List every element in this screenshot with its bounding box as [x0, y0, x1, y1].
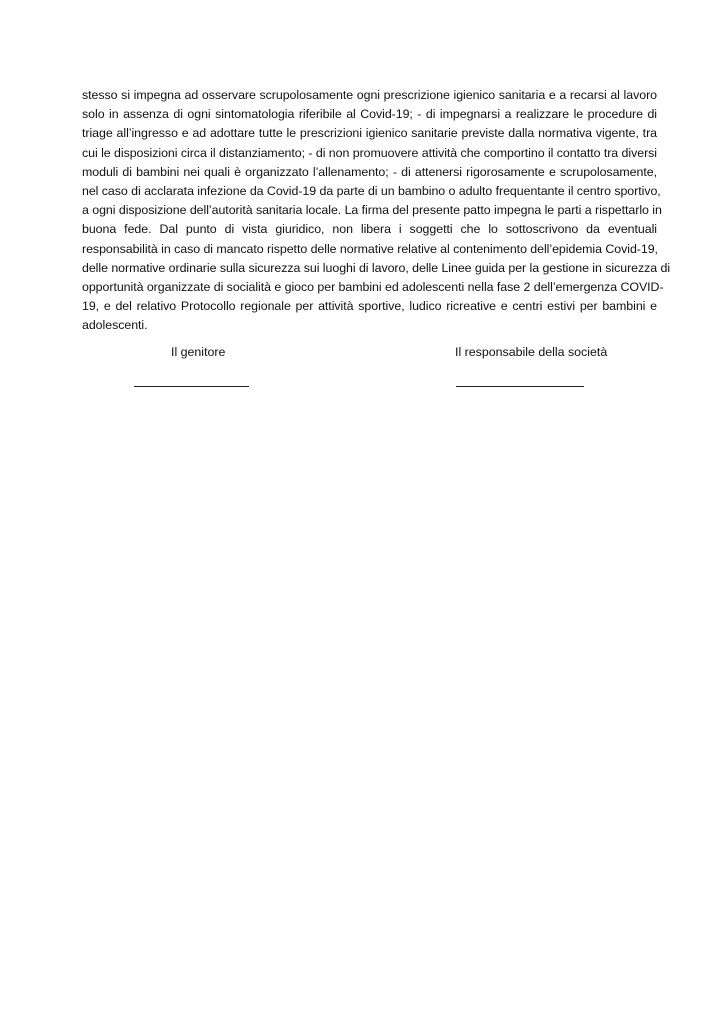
paragraph-line: opportunità organizzate di socialità e gioco per bambini ed adolescenti nella fase 2 dell’emergenza COVID-	[82, 280, 664, 295]
paragraph-line: solo in assenza di ogni sintomatologia riferibile al Covid-19; - di impegnarsi a realizzare le procedure di	[82, 107, 657, 122]
paragraph-line: moduli di bambini nei quali è organizzato l’allenamento; - di attenersi rigorosamente e scrupolosamente,	[82, 164, 657, 179]
parent-signature-line	[134, 386, 249, 387]
paragraph-line: nel caso di acclarata infezione da Covid-19 da parte di un bambino o adulto frequentante il centro sportivo,	[82, 184, 661, 199]
paragraph-line: triage all’ingresso e ad adottare tutte le prescrizioni igienico sanitarie previste dalla normativa vigente, tra	[82, 126, 657, 141]
parent-signature-label: Il genitore	[171, 345, 226, 359]
agreement-paragraph	[82, 86, 671, 336]
paragraph-line: cui le disposizioni circa il distanziamento; - di non promuovere attività che comportino il contatto tra diversi	[82, 145, 657, 160]
manager-signature-line	[456, 386, 584, 387]
paragraph-line: delle normative ordinarie sulla sicurezza sui luoghi di lavoro, delle Linee guida per la gestione in sicurezza di	[82, 260, 671, 275]
paragraph-line: 19, e del relativo Protocollo regionale per attività sportive, ludico ricreative e centri estivi per bambini e	[82, 299, 657, 314]
paragraph-line: stesso si impegna ad osservare scrupolosamente ogni prescrizione igienico sanitaria e a recarsi al lavoro	[82, 88, 657, 102]
manager-signature-label: Il responsabile della società	[455, 345, 608, 359]
paragraph-line: adolescenti.	[82, 318, 148, 333]
paragraph-line: a ogni disposizione dell’autorità sanitaria locale. La firma del presente patto impegna le parti a rispettarlo in	[82, 203, 662, 218]
paragraph-line: buona fede. Dal punto di vista giuridico, non libera i soggetti che lo sottoscrivono da eventuali	[82, 222, 657, 237]
paragraph-line: responsabilità in caso di mancato rispetto delle normative relative al contenimento dell’epidemia Covid-19,	[82, 241, 658, 256]
